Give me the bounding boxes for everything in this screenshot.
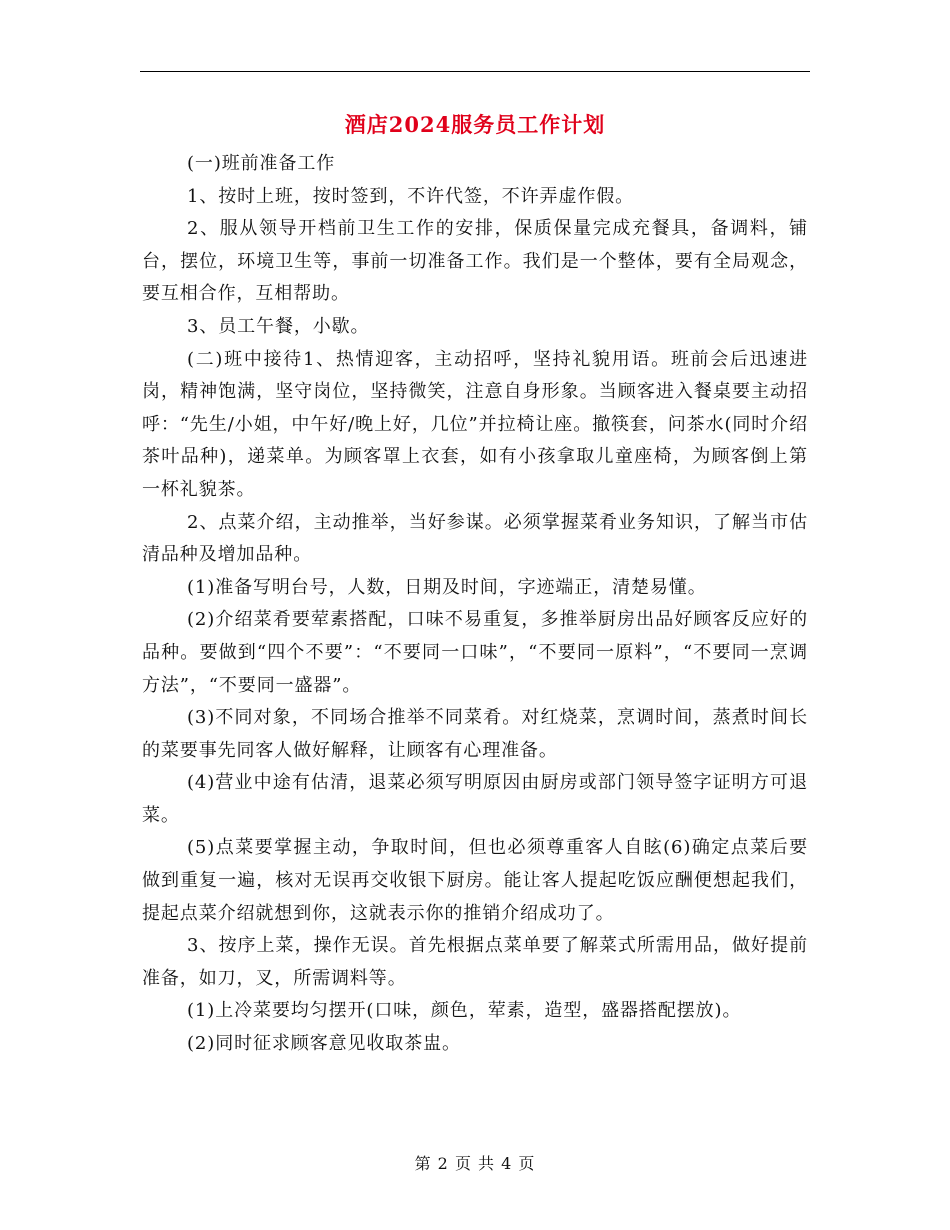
list-item: (4)营业中途有估清，退菜必须写明原因由厨房或部门领导签字证明方可退菜。 [142,772,808,826]
list-item: (5)点菜要掌握主动，争取时间，但也必须尊重客人自眩(6)确定点菜后要做到重复一遍，核对无误再交收银下厨房。能让客人提起吃饭应酬便想起我们，提起点菜介绍就想到你，这就表示你的推销介绍成功了。 [142,837,808,924]
paragraph: 3、员工午餐，小歇。 [187,315,370,337]
paragraph-section-one-heading: (一)班前准备工作 [187,153,336,174]
document-body [142,148,808,1061]
paragraph: 3、按序上菜，操作无误。首先根据点菜单要了解菜式所需用品，做好提前准备，如刀，叉，所需调料等。 [142,935,808,989]
list-item: (1)上冷菜要均匀摆开(口味，颜色，荤素，造型，盛器搭配摆放)。 [187,1000,742,1022]
paragraph: 2、点菜介绍，主动推举，当好参谋。必须掌握菜肴业务知识，了解当市估清品种及增加品种。 [142,511,808,566]
paragraph-section-two: (二)班中接待1、热情迎客，主动招呼，坚持礼貌用语。班前会后迅速进岗，精神饱满，坚守岗位，坚持微笑，注意自身形象。当顾客进入餐桌要主动招呼：“先生/小姐，中午好/晚上好，几位”并拉椅让座。撤筷套，问茶水(同时介绍茶叶品种)，递菜单。为顾客罩上衣套，如有小孩拿取儿童座椅，为顾客倒上第一杯礼貌茶。 [142,348,808,500]
document-title: 酒店2024服务员工作计划 [344,112,606,137]
list-item: (1)准备写明台号，人数，日期及时间，字迹端正，清楚易懂。 [187,576,707,598]
paragraph: 2、服从领导开档前卫生工作的安排，保质保量完成充餐具，备调料，铺台，摆位，环境卫生等，事前一切准备工作。我们是一个整体，要有全局观念，要互相合作，互相帮助。 [142,218,808,305]
paragraph: 1、按时上班，按时签到，不许代签，不许弄虚作假。 [187,185,635,207]
list-item: (3)不同对象，不同场合推举不同菜肴。对红烧菜，烹调时间，蒸煮时间长的菜要事先同客人做好解释，让顾客有心理准备。 [142,707,808,761]
page-number-footer: 第 2 页 共 4 页 [414,1154,536,1173]
list-item: (2)同时征求顾客意见收取茶盅。 [187,1033,461,1055]
header-rule [140,71,810,72]
list-item: (2)介绍菜肴要荤素搭配，口味不易重复，多推举厨房出品好顾客反应好的品种。要做到“四个不要”：“不要同一口味”，“不要同一原料”，“不要同一烹调方法”，“不要同一盛器”。 [142,609,808,696]
